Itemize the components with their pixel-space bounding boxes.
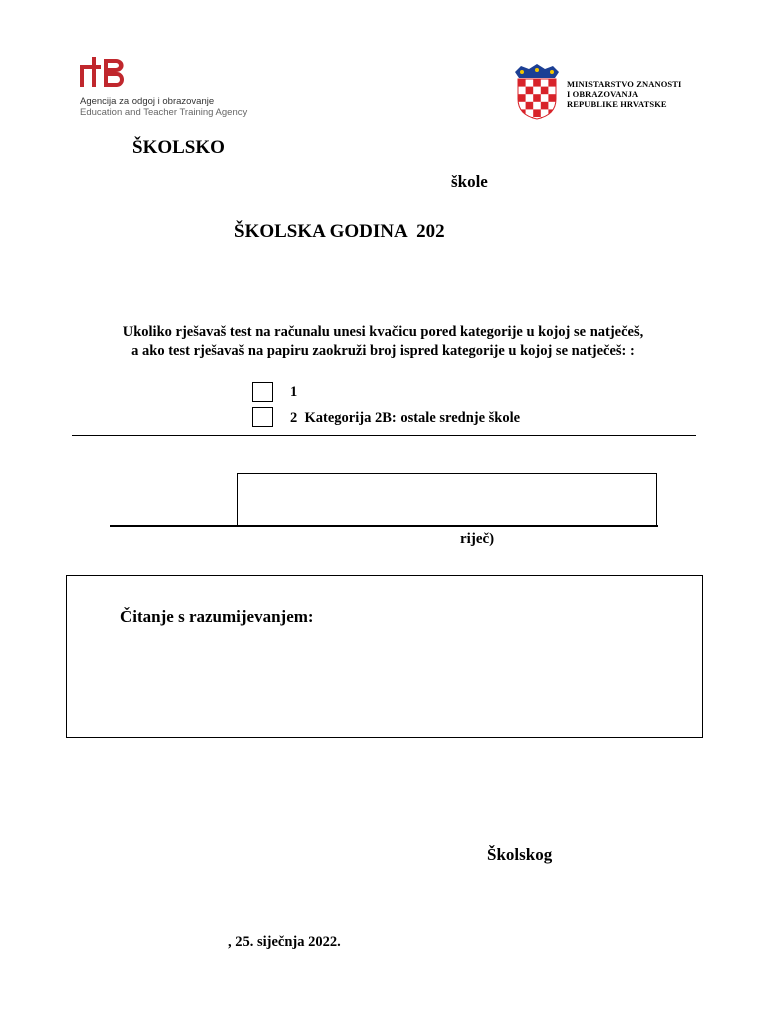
- competition-title: ŠKOLSKO: [132, 137, 225, 158]
- agency-logo: [80, 57, 124, 94]
- divider: [72, 435, 696, 436]
- category-2-text: Kategorija 2B: ostale srednje škole: [304, 410, 521, 426]
- category-1-label: [290, 384, 297, 401]
- code-word-note: riječ): [460, 531, 495, 547]
- agency-name: [80, 96, 247, 118]
- category-1-checkbox[interactable]: [252, 382, 273, 402]
- reading-section-title: Čitanje s razumijevanjem:: [120, 607, 314, 626]
- school-type: škole: [451, 172, 488, 191]
- ministry-line-2: I OBRAZOVANJA: [567, 89, 639, 99]
- category-1-number: 1: [290, 384, 298, 400]
- agency-name-hr: Agencija za odgoj i obrazovanje: [80, 96, 215, 107]
- committee-label: Školskog: [487, 845, 553, 864]
- reading-section-box: [66, 575, 703, 738]
- category-2-number: 2: [290, 410, 298, 426]
- ministry-line-3: REPUBLIKE HRVATSKE: [567, 99, 667, 109]
- school-year: ŠKOLSKA GODINA 202: [234, 221, 445, 242]
- category-2-label: [290, 410, 520, 427]
- code-input-box[interactable]: [237, 473, 657, 527]
- instructions-text: Ukoliko rješavaš test na računalu unesi kvačicu pored kategorije u kojoj se natječeš, a ako test rješavaš na papiru zaokruži broj ispred kategorije u kojoj se natječeš: :: [122, 324, 644, 359]
- agency-name-en: Education and Teacher Training Agency: [80, 107, 248, 118]
- date-text: , 25. siječnja 2022.: [228, 934, 341, 950]
- croatian-coat-of-arms-icon: [514, 63, 560, 125]
- ministry-name: [567, 79, 681, 109]
- ministry-line-1: MINISTARSTVO ZNANOSTI: [567, 79, 682, 89]
- category-2-checkbox[interactable]: [252, 407, 273, 427]
